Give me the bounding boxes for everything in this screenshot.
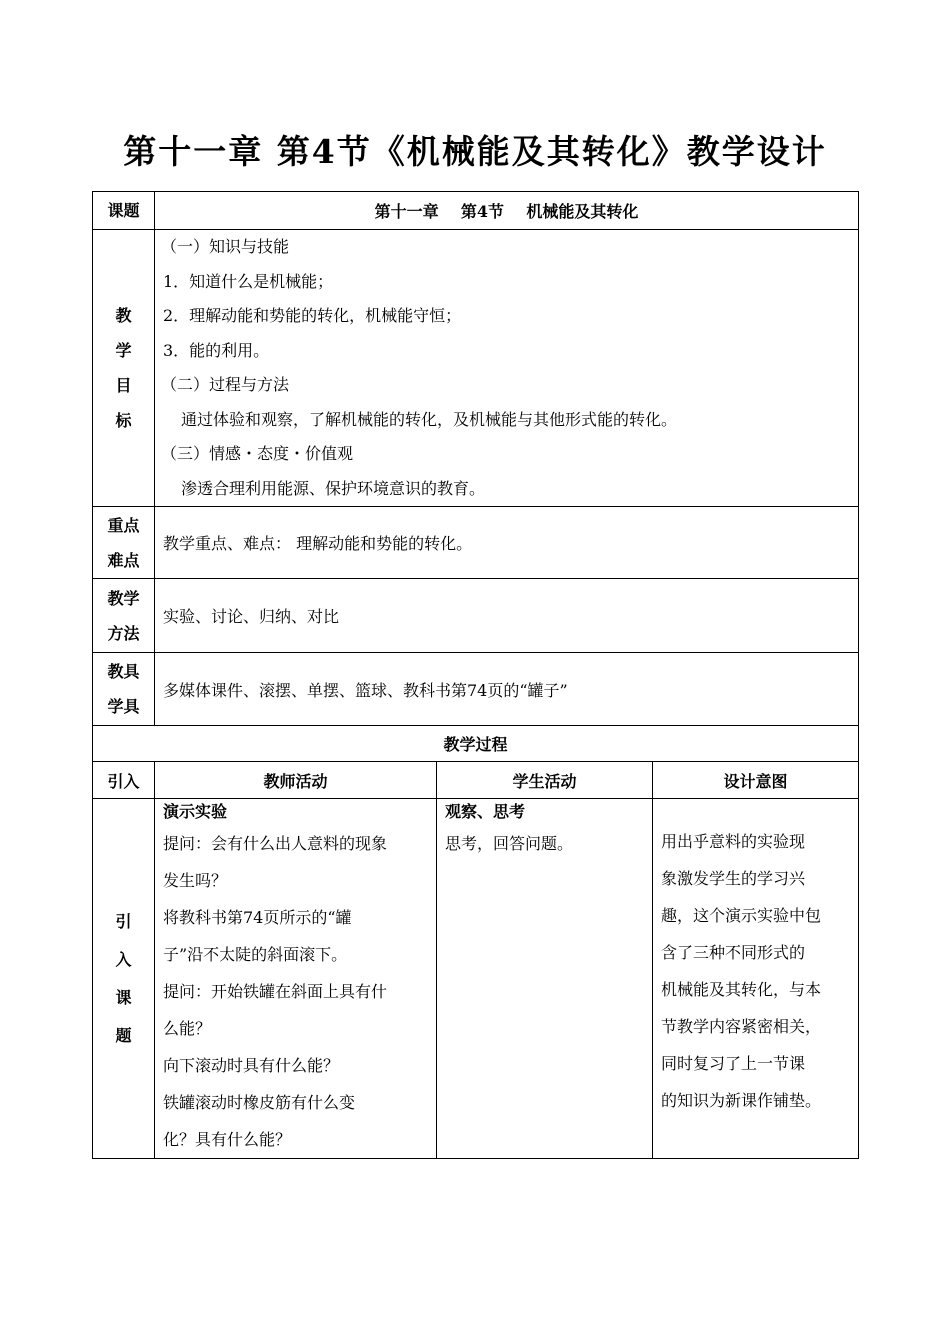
intro-label xyxy=(93,799,155,1159)
intro-label-char: 课 xyxy=(115,987,132,1007)
teacher-line: 发生吗？ xyxy=(163,871,228,890)
objectives-label xyxy=(93,230,155,507)
col-header-intent: 设计意图 xyxy=(653,762,859,799)
teacher-activity xyxy=(155,799,437,1159)
document-title: 第十一章 第4节《机械能及其转化》教学设计 xyxy=(123,132,827,171)
objectives-label-char: 目 xyxy=(115,376,132,395)
topic-value: 第十一章 第4节 机械能及其转化 xyxy=(155,192,859,230)
objectives-label-char: 教 xyxy=(115,306,132,325)
teacher-line: 提问：开始铁罐在斜面上具有什 xyxy=(163,982,388,1001)
method-label xyxy=(93,579,155,653)
student-text: 思考，回答问题。 xyxy=(445,834,574,853)
process-header: 教学过程 xyxy=(93,726,859,762)
intent-line: 同时复习了上一节课 xyxy=(661,1054,806,1073)
teacher-line: 向下滚动时具有什么能？ xyxy=(163,1056,340,1075)
objective-heading: （一）知识与技能 xyxy=(161,237,290,256)
tools-label xyxy=(93,653,155,726)
focus-value: 教学重点、难点： 理解动能和势能的转化。 xyxy=(155,507,859,579)
intent-line: 含了三种不同形式的 xyxy=(661,943,806,962)
teacher-line: 么能？ xyxy=(163,1019,212,1038)
objective-item: 3．能的利用。 xyxy=(163,340,270,360)
teacher-line: 化？具有什么能？ xyxy=(163,1130,292,1149)
objective-heading: （三）情感・态度・价值观 xyxy=(161,444,354,463)
topic-label: 课题 xyxy=(93,192,155,230)
teacher-line: 提问：会有什么出人意料的现象 xyxy=(163,834,388,853)
intro-label-char: 入 xyxy=(115,949,132,969)
col-header-student: 学生活动 xyxy=(437,762,653,799)
objective-item: 渗透合理利用能源、保护环境意识的教育。 xyxy=(181,478,486,498)
method-label-line: 教学 xyxy=(107,588,140,608)
focus-label xyxy=(93,507,155,579)
student-activity xyxy=(437,799,653,1159)
teacher-heading: 演示实验 xyxy=(163,802,228,821)
teacher-line: 子”沿不太陡的斜面滚下。 xyxy=(163,945,348,964)
objectives-label-char: 标 xyxy=(115,411,132,430)
tools-value: 多媒体课件、滚摆、单摆、篮球、教科书第74页的“罐子” xyxy=(155,653,859,726)
intent-line: 趣，这个演示实验中包 xyxy=(661,906,822,925)
objective-item: 2．理解动能和势能的转化，机械能守恒； xyxy=(163,306,462,325)
intro-label-char: 引 xyxy=(115,911,132,931)
tools-label-line: 教具 xyxy=(107,662,140,681)
student-heading: 观察、思考 xyxy=(445,802,526,821)
objectives-label-char: 学 xyxy=(115,341,132,360)
objectives-content xyxy=(155,230,859,507)
intent-line: 的知识为新课作铺垫。 xyxy=(661,1091,822,1110)
focus-label-line: 难点 xyxy=(107,550,140,570)
intent-line: 节教学内容紧密相关， xyxy=(661,1017,822,1036)
design-intent xyxy=(653,799,859,1159)
objective-item: 通过体验和观察，了解机械能的转化，及机械能与其他形式能的转化。 xyxy=(181,409,678,429)
method-value: 实验、讨论、归纳、对比 xyxy=(155,579,859,653)
teacher-line: 将教科书第74页所示的“罐 xyxy=(163,908,352,927)
col-header-teacher: 教师活动 xyxy=(155,762,437,799)
objective-heading: （二）过程与方法 xyxy=(161,375,290,394)
intent-line: 机械能及其转化，与本 xyxy=(661,980,822,999)
intent-line: 象激发学生的学习兴 xyxy=(661,869,806,888)
col-header-intro: 引入 xyxy=(93,762,155,799)
intent-line: 用出乎意料的实验现 xyxy=(661,832,806,851)
objective-item: 1．知道什么是机械能； xyxy=(163,271,334,291)
tools-label-line: 学具 xyxy=(107,697,140,716)
focus-label-line: 重点 xyxy=(107,515,140,535)
teacher-line: 铁罐滚动时橡皮筋有什么变 xyxy=(163,1093,356,1112)
lesson-plan-table xyxy=(92,191,859,1159)
method-label-line: 方法 xyxy=(107,623,140,643)
intro-label-char: 题 xyxy=(115,1025,132,1045)
